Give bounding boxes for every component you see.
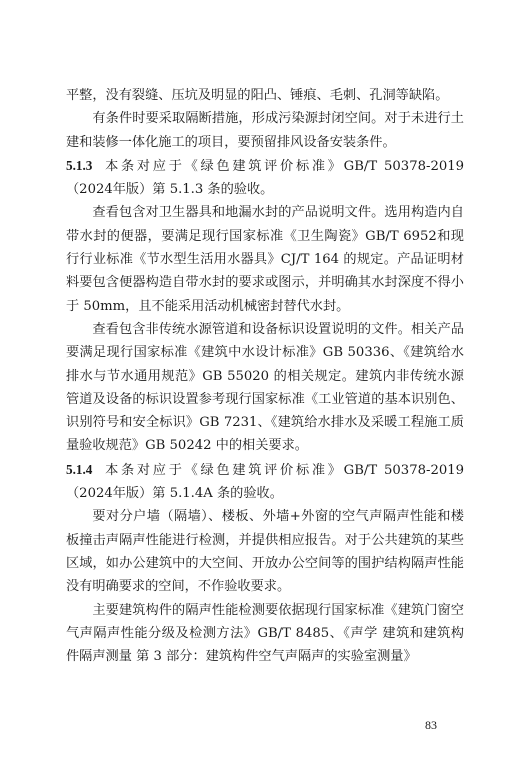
paragraph: 查看包含非传统水源管道和设备标识设置说明的文件。相关产品要满足现行国家标准《建筑中水设计标准》GB 50336、《建筑给水排水与节水通用规范》GB 55020 的相关规定。建筑内非传统水源管道及设备的标识设置参考现行国家标准《工业管道的基本识别色、识别符号和安全标识》GB 7231、《建筑给水排水及采暖工程施工质量验收规范》GB 50242 中的相关要求。 [66,321,464,454]
paragraph-continuation: 平整，没有裂缝、压坑及明显的阳凸、锤痕、毛刺、孔洞等缺陷。 [66,88,449,103]
clause-paragraph [66,458,464,506]
clause-number: 5.1.3 [66,157,93,173]
paragraph: 主要建筑构件的隔声性能检测要依据现行国家标准《建筑门窗空气声隔声性能分级及检测方法》GB/T 8485、《声学 建筑和建筑构件隔声测量 第 3 部分：建筑构件空气声隔声的实验室测量》 [66,602,464,665]
clause-text: 本条对应于《绿色建筑评价标准》GB/T 50378-2019（2024年版）第 5.1.4A 条的验收。 [66,462,464,502]
paragraph: 要对分户墙（隔墙）、楼板、外墙+外窗的空气声隔声性能和楼板撞击声隔声性能进行检测，并提供相应报告。对于公共建筑的某些区域，如办公建筑中的大空间、开放办公空间等的围护结构隔声性能没有明确要求的空间，不作验收要求。 [66,509,464,595]
page-number: 83 [425,718,437,732]
clause-text: 本条对应于《绿色建筑评价标准》GB/T 50378-2019（2024年版）第 5.1.3 条的验收。 [66,158,464,198]
paragraph: 有条件时要采取隔断措施，形成污染源封闭空间。对于未进行土建和装修一体化施工的项目，要预留排风设备安装条件。 [66,111,464,150]
paragraph: 查看包含对卫生器具和地漏水封的产品说明文件。选用构造内自带水封的便器，要满足现行国家标准《卫生陶瓷》GB/T 6952和现行行业标准《节水型生活用水器具》CJ/T 164 的规定。产品证明材料要包含便器构造自带水封的要求或图示，并明确其水封深度不得小于 50mm，且不能采用活动机械密封替代水封。 [66,205,464,314]
clause-paragraph [66,154,464,202]
body-text [66,84,464,668]
clause-number: 5.1.4 [66,461,93,477]
